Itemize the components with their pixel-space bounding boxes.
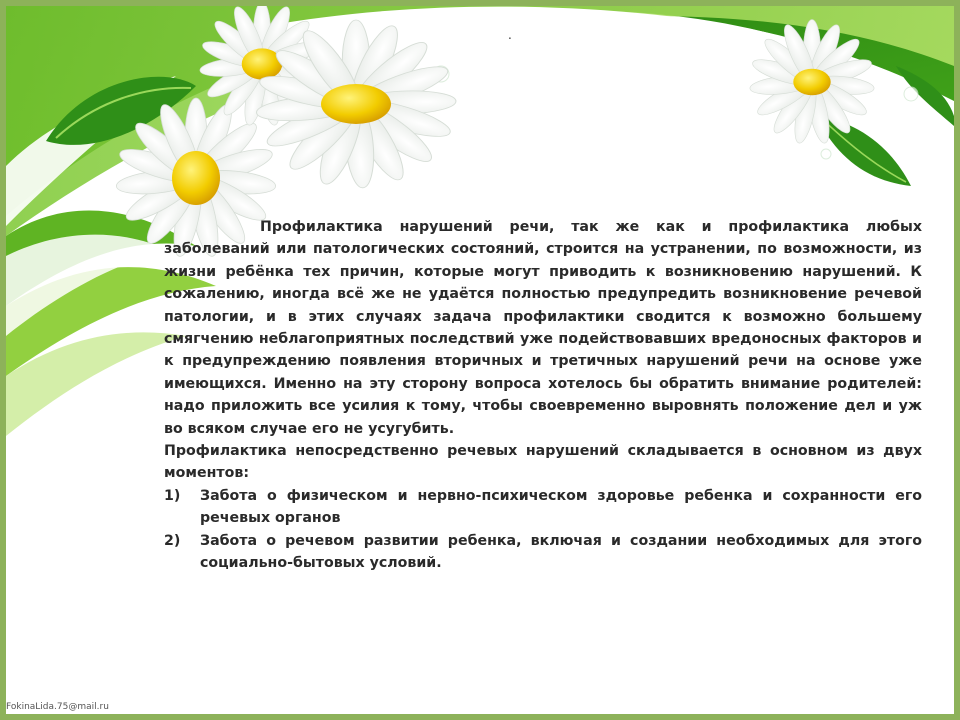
list-item-number: 1) <box>164 487 181 504</box>
list-item-text: Забота о физическом и нервно-психическом здоровье ребенка и сохранности его речевых органов <box>200 487 922 527</box>
numbered-list <box>164 485 922 575</box>
list-item <box>164 530 922 575</box>
title-mark: . <box>508 28 512 42</box>
slide-body <box>164 216 922 575</box>
footer-email: FokinaLida.75@mail.ru <box>6 702 109 712</box>
second-paragraph: Профилактика непосредственно речевых нарушений складывается в основном из двух моментов: <box>164 443 922 482</box>
list-item <box>164 485 922 530</box>
list-item-number: 2) <box>164 532 181 549</box>
slide-frame <box>6 6 954 714</box>
intro-paragraph: Профилактика нарушений речи, так же как и профилактика любых заболеваний или патологических состояний, строится на устранении, по возможности, из жизни ребёнка тех причин, которые могут приводить к возникновению нарушений. К сожалению, иногда всё же не удаётся полностью предупредить возникновение речевой патологии, и в этих случаях задача профилактики сводится к возможно большему смягчению неблагоприятных последствий уже подействовавших вредоносных факторов и к предупреждению появления вторичных и третичных нарушений речи на основе уже имеющихся. Именно на эту сторону вопроса хотелось бы обратить внимание родителей: надо приложить все усилия к тому, чтобы своевременно выровнять положение дел и уж во всяком случае его не усугубить. <box>164 219 922 437</box>
list-item-text: Забота о речевом развитии ребенка, включая и создании необходимых для этого социально-бытовых условий. <box>200 532 922 572</box>
